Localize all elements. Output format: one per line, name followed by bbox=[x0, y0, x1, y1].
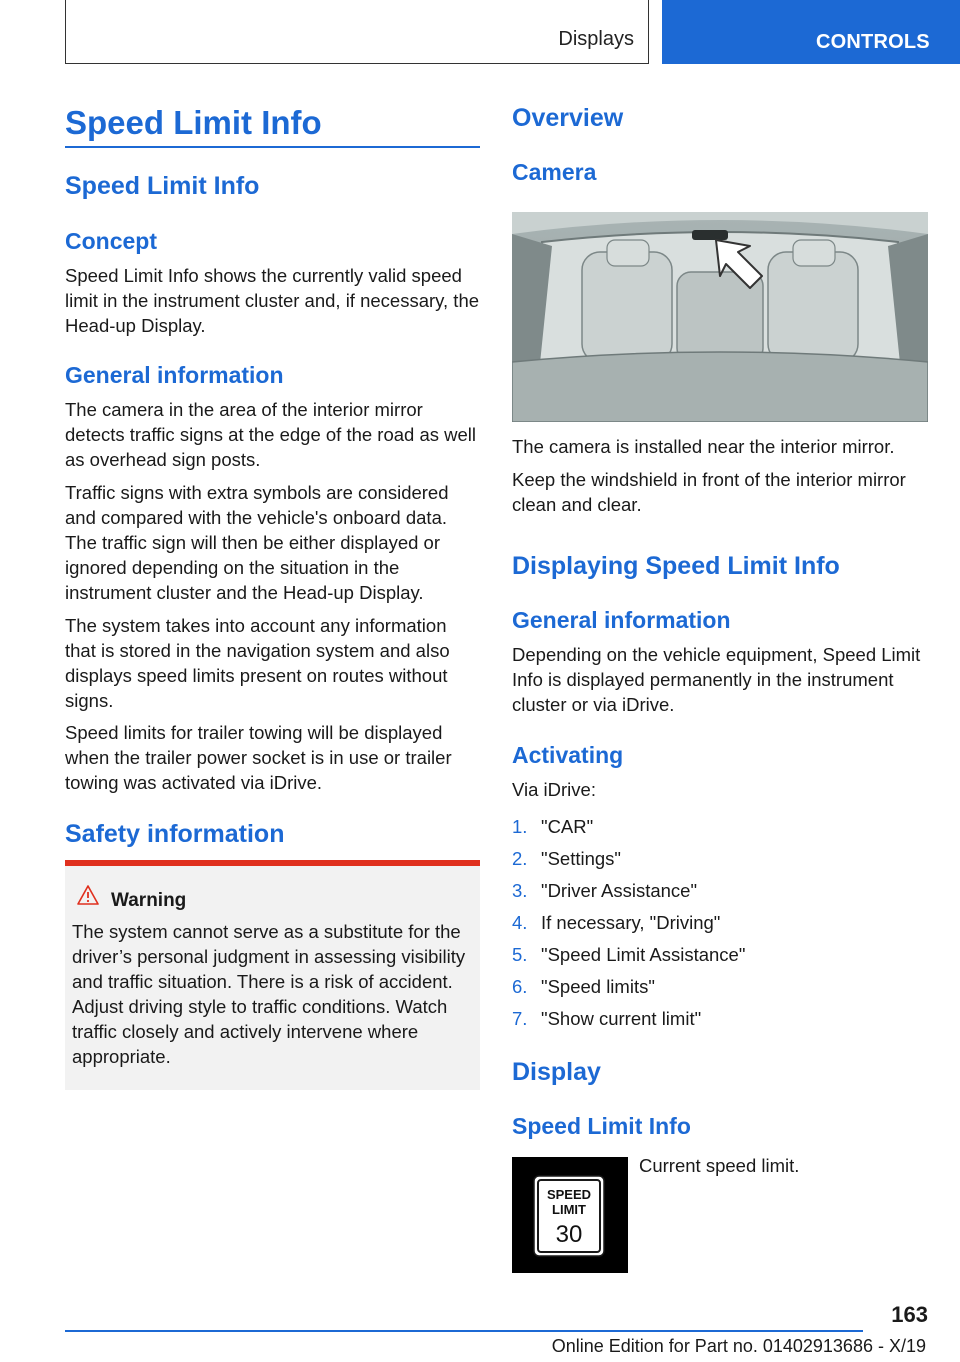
speed-limit-sign-image bbox=[512, 1157, 628, 1273]
activation-steps bbox=[512, 814, 928, 1038]
camera-text-1: The camera is installed near the interior mirror. bbox=[512, 436, 895, 457]
display-general-heading: General information bbox=[512, 607, 731, 633]
footer-rule bbox=[65, 1330, 863, 1332]
list-item: 6. "Speed limits" bbox=[512, 976, 655, 997]
header-chapter-tab: CONTROLS bbox=[662, 0, 960, 64]
via-idrive-text: Via iDrive: bbox=[512, 779, 596, 800]
camera-heading: Camera bbox=[512, 159, 597, 185]
footer-edition-text: Online Edition for Part no. 01402913686 - X/19 bbox=[551, 1336, 926, 1356]
list-item: 3. "Driver Assistance" bbox=[512, 880, 698, 901]
activating-heading: Activating bbox=[512, 742, 624, 768]
speed-limit-info-heading: Speed Limit Info bbox=[512, 1113, 691, 1139]
footer-edition bbox=[0, 1336, 960, 1357]
general-info-p1: The camera in the area of the interior mirror detects traffic signs at the edge of the road as well as overhead sign posts. bbox=[65, 399, 477, 470]
title-rule bbox=[65, 146, 480, 148]
concept-heading: Concept bbox=[65, 228, 157, 254]
list-item: 5. "Speed Limit Assistance" bbox=[512, 944, 746, 965]
display-general-text: Depending on the vehicle equipment, Speed Limit Info is displayed permanently in the instrument cluster or via iDrive. bbox=[512, 644, 921, 715]
concept-text: Speed Limit Info shows the currently valid speed limit in the instrument cluster and, if necessary, the Head-up Display. bbox=[65, 265, 480, 336]
safety-heading: Safety information bbox=[65, 820, 285, 848]
warning-label: Warning bbox=[111, 890, 187, 911]
page-title: Speed Limit Info bbox=[65, 104, 322, 141]
section-heading: Speed Limit Info bbox=[65, 172, 260, 200]
camera-text-2: Keep the windshield in front of the interior mirror clean and clear. bbox=[512, 469, 906, 515]
general-info-p2: Traffic signs with extra symbols are considered and compared with the vehicle's onboard data. The traffic sign will then be either displayed or ignored depending on the situation in the instrument cluster and the Head-up Display. bbox=[65, 482, 449, 603]
header-section-title: Displays bbox=[558, 28, 634, 50]
svg-text:LIMIT: LIMIT bbox=[552, 1202, 586, 1217]
warning-bar bbox=[65, 860, 480, 866]
warning-box bbox=[65, 860, 480, 1090]
header-section-box bbox=[65, 0, 649, 64]
svg-text:30: 30 bbox=[555, 1221, 583, 1248]
svg-text:SPEED: SPEED bbox=[546, 1187, 592, 1202]
general-info-p3: The system takes into account any information that is stored in the navigation system and also displays speed limits present on routes without signs. bbox=[65, 615, 450, 711]
general-info-p4: Speed limits for trailer towing will be displayed when the trailer power socket is in use or trailer towing was activated via iDrive. bbox=[65, 722, 452, 793]
general-info-heading: General information bbox=[65, 362, 284, 388]
speed-limit-sign-icon bbox=[512, 1157, 628, 1273]
list-item: 7. "Show current limit" bbox=[512, 1008, 702, 1029]
speed-limit-info-text: Current speed limit. bbox=[639, 1155, 800, 1176]
page-number: 163 bbox=[891, 1302, 928, 1327]
overview-heading: Overview bbox=[512, 104, 624, 132]
list-item: 2. "Settings" bbox=[512, 848, 621, 869]
displaying-heading: Displaying Speed Limit Info bbox=[512, 552, 840, 580]
warning-text: The system cannot serve as a substitute for the driver’s personal judgment in assessing visibility and traffic situation. There is a risk of accident. Adjust driving style to traffic conditions. Watch traffic closely and actively intervene where appropriate. bbox=[72, 921, 466, 1067]
list-item: 4. If necessary, "Driving" bbox=[512, 912, 721, 933]
camera-location-photo bbox=[512, 212, 928, 422]
display-heading: Display bbox=[512, 1058, 601, 1086]
list-item: 1. "CAR" bbox=[512, 816, 594, 837]
warning-triangle-icon bbox=[77, 884, 99, 906]
